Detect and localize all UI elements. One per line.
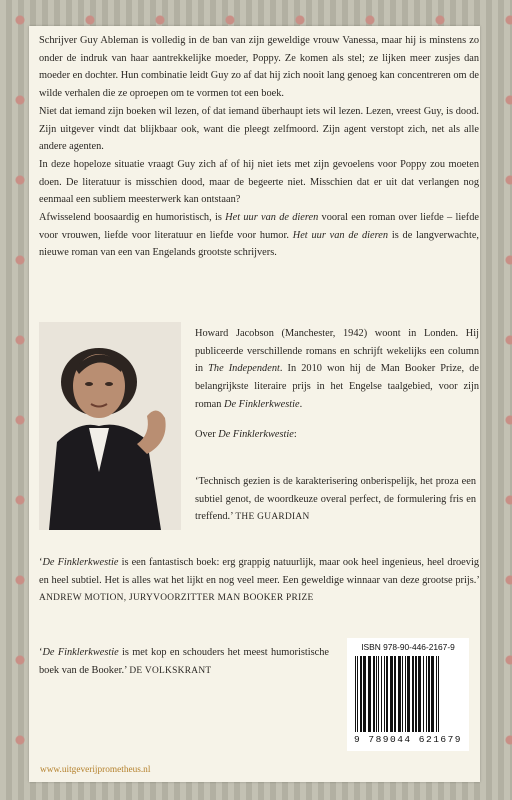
quote-source: THE GUARDIAN bbox=[235, 512, 310, 523]
synopsis-text: is de langverwachte, nieuwe roman van een van Engelands grootste schrijvers. bbox=[39, 229, 479, 259]
barcode-bar bbox=[398, 656, 401, 732]
author-bio bbox=[195, 325, 479, 443]
quote-text: ‘Technisch gezien is de karakterisering onberispelijk, het proza een subtiel genot, de woordkeuze overal perfect, de formulering fris en treffend.’ bbox=[195, 476, 476, 523]
isbn-label: ISBN 978-90-446-2167-9 bbox=[361, 642, 455, 652]
reviews-heading-prefix: Over bbox=[195, 428, 219, 440]
barcode-bar bbox=[412, 656, 414, 732]
barcode-bars bbox=[353, 656, 463, 732]
novel-title: De Finklerkwestie bbox=[224, 398, 300, 410]
quote-source: DE VOLKSKRANT bbox=[129, 665, 212, 676]
barcode-bar bbox=[363, 656, 366, 732]
novel-title: De Finklerkwestie bbox=[42, 557, 119, 568]
synopsis-paragraph-1: Schrijver Guy Ableman is volledig in de ban van zijn geweldige vrouw Vanessa, maar hij is minstens zo onder de indruk van haar aantrekkelijke moeder, Poppy. Ze komen als stel; ze lijken meer zusjes dan moeder en dochter. Hun combinatie leidt Guy zo af dat hij zich nooit lang genoeg kan concentreren om de wilde verhalen die ze oproepen om te vormen tot een boek. bbox=[39, 35, 479, 100]
synopsis-paragraph-4 bbox=[39, 209, 479, 262]
isbn-barcode bbox=[347, 638, 469, 751]
reviews-heading bbox=[195, 426, 479, 444]
barcode-bar bbox=[418, 656, 421, 732]
barcode-bar bbox=[423, 656, 424, 732]
bio-text: . In 2010 won hij de Man Booker Prize, de belangrijkste literaire prijs in het Engelse taalgebied, voor zijn roman bbox=[195, 363, 479, 410]
barcode-bar bbox=[428, 656, 430, 732]
barcode-bar bbox=[381, 656, 382, 732]
quote-source: ANDREW MOTION, JURYVOORZITTER MAN BOOKER PRIZE bbox=[39, 593, 314, 604]
synopsis bbox=[39, 32, 479, 262]
author-photo bbox=[39, 322, 181, 530]
barcode-bar bbox=[436, 656, 437, 732]
barcode-bar bbox=[415, 656, 417, 732]
reviews-heading-suffix: : bbox=[293, 428, 297, 440]
novel-title: De Finklerkwestie bbox=[42, 647, 119, 658]
quote-open: ‘ bbox=[39, 557, 43, 568]
back-cover-panel bbox=[29, 26, 480, 782]
review-quote-andrew-motion bbox=[39, 554, 479, 608]
barcode-bar bbox=[405, 656, 406, 732]
barcode-bar bbox=[431, 656, 434, 732]
bio-text: Howard Jacobson (Manchester, 1942) woont in Londen. Hij publiceerde verschillende romans en schrijft wekelijks een column in bbox=[195, 328, 479, 375]
review-quote-volkskrant bbox=[39, 644, 329, 680]
barcode-bar bbox=[407, 656, 410, 732]
book-title: Het uur van de dieren bbox=[292, 229, 389, 241]
synopsis-paragraph-3: In deze hopeloze situatie vraagt Guy zich af of hij niet iets met zijn gevoelens voor Poppy zou moeten doen. De literatuur is misschien dood, maar de begeerte niet. Misschien dat er uit dat verlangen nog eenmaal een subliem meesterwerk kan ontstaan? bbox=[39, 158, 479, 206]
synopsis-paragraph-2: Niet dat iemand zijn boeken wil lezen, of dat iemand überhaupt iets wil lezen. Lezen, vreest Guy, is dood. Zijn uitgever vindt dat blijkbaar ook, want die pleegt zelfmoord. Zijn agent verstopt zich, net als alle andere agenten. bbox=[39, 105, 479, 153]
novel-title: De Finklerkwestie bbox=[218, 428, 294, 440]
synopsis-text: Afwisselend boosaardig en humoristisch, is bbox=[39, 212, 226, 224]
barcode-bar bbox=[360, 656, 362, 732]
barcode-bar bbox=[373, 656, 375, 732]
barcode-bar bbox=[384, 656, 385, 732]
barcode-bar bbox=[394, 656, 396, 732]
quote-open: ‘ bbox=[39, 647, 43, 658]
book-title: Het uur van de dieren bbox=[225, 212, 319, 224]
barcode-bar bbox=[390, 656, 393, 732]
barcode-bar bbox=[426, 656, 427, 732]
barcode-bar bbox=[386, 656, 388, 732]
publisher-website[interactable]: www.uitgeverijprometheus.nl bbox=[40, 765, 151, 775]
barcode-bar bbox=[378, 656, 379, 732]
bio-text: . bbox=[299, 398, 303, 410]
synopsis-text: vooral een roman over liefde – liefde voor vrouwen, liefde voor literatuur en liefde voor humor. bbox=[39, 212, 479, 241]
review-quote-guardian bbox=[195, 473, 476, 527]
barcode-bar bbox=[368, 656, 371, 732]
barcode-bar bbox=[402, 656, 403, 732]
quote-text: is een fantastisch boek: erg grappig natuurlijk, maar ook heel ingenieus, heel droevig en heel subtiel. Het is alles wat het lijkt en nog veel meer. Een geweldige winnaar van deze grootse prijs.’ bbox=[39, 557, 479, 586]
barcode-bar bbox=[357, 656, 358, 732]
barcode-bar bbox=[355, 656, 356, 732]
author-portrait-illustration bbox=[39, 322, 181, 530]
barcode-digits: 9 789044 621679 bbox=[353, 734, 462, 745]
barcode-bar bbox=[376, 656, 377, 732]
quote-text: is met kop en schouders het meest humoristische boek van de Booker.’ bbox=[39, 647, 329, 676]
author-bio-paragraph bbox=[195, 325, 479, 414]
newspaper-title: The Independent bbox=[208, 363, 280, 375]
barcode-bar bbox=[438, 656, 439, 732]
